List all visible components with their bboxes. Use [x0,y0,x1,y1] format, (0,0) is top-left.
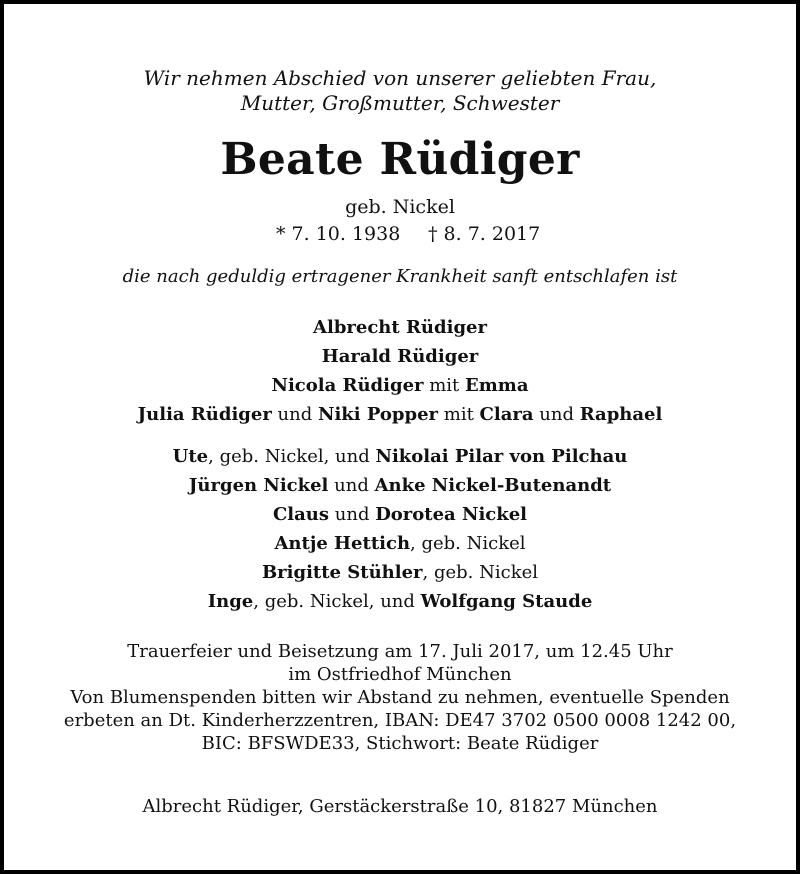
intro-line-2: Mutter, Großmutter, Schwester [240,91,560,115]
passing-text: die nach geduldig ertragener Krankheit sanft entschlafen ist [122,266,678,287]
mourner-line [4,587,796,616]
mourner-name: Claus [272,504,330,525]
mourner-name: Harald Rüdiger [321,346,479,367]
mourner-line [4,500,796,529]
donation-line-3: BIC: BFSWDE33, Stichwort: Beate Rüdiger [201,733,599,754]
mourner-name: Julia Rüdiger [137,404,272,425]
mourners-family [4,313,796,429]
mourner-line [4,471,796,500]
mourner-line [4,529,796,558]
birth-name: geb. Nickel [345,196,455,218]
mourner-connector: und [329,504,376,525]
deceased-name: Beate Rüdiger [220,134,580,185]
mourner-line [4,313,796,342]
contact-address: Albrecht Rüdiger, Gerstäckerstraße 10, 81827 München [142,796,658,817]
mourner-line [4,342,796,371]
mourner-name: Ute [172,446,209,467]
intro-text [4,66,796,116]
mourner-name: Dorotea Nickel [375,504,528,525]
mourner-line [4,400,796,429]
mourner-connector: und [271,404,318,425]
funeral-line-1: Trauerfeier und Beisetzung am 17. Juli 2017, um 12.45 Uhr [127,641,673,662]
mourner-name: Clara [479,404,534,425]
funeral-info [4,640,796,686]
mourner-connector: mit [438,404,480,425]
mourner-name: Emma [465,375,529,396]
mourner-connector: und [328,475,375,496]
donation-info [4,686,796,755]
mourner-name: Brigitte Stühler [261,562,423,583]
mourner-connector: und [533,404,580,425]
birth-date: * 7. 10. 1938 [276,223,401,245]
mourner-name: Wolfgang Staude [420,591,593,612]
mourner-connector: , geb. Nickel, und [208,446,376,467]
mourner-connector: mit [423,375,466,396]
mourner-line [4,558,796,587]
donation-line-1: Von Blumenspenden bitten wir Abstand zu nehmen, eventuelle Spenden [70,687,730,708]
mourner-name: Albrecht Rüdiger [313,317,487,338]
mourners-siblings [4,442,796,616]
mourner-name: Antje Hettich [274,533,411,554]
mourner-name: Niki Popper [317,404,439,425]
intro-line-1: Wir nehmen Abschied von unserer geliebten Frau, [143,66,657,90]
mourner-name: Anke Nickel-Butenandt [374,475,612,496]
mourner-connector: , geb. Nickel, und [253,591,421,612]
mourner-name: Nicola Rüdiger [271,375,424,396]
mourner-line [4,442,796,471]
mourner-name: Jürgen Nickel [188,475,329,496]
death-date: † 8. 7. 2017 [428,223,541,245]
mourner-name: Inge [207,591,254,612]
mourner-line [4,371,796,400]
mourner-connector: , geb. Nickel [410,533,526,554]
mourner-connector: , geb. Nickel [422,562,539,583]
mourner-name: Nikolai Pilar von Pilchau [375,446,628,467]
funeral-line-2: im Ostfriedhof München [288,664,512,685]
mourner-name: Raphael [579,404,663,425]
donation-line-2: erbeten an Dt. Kinderherzzentren, IBAN: DE47 3702 0500 0008 1242 00, [63,710,737,731]
